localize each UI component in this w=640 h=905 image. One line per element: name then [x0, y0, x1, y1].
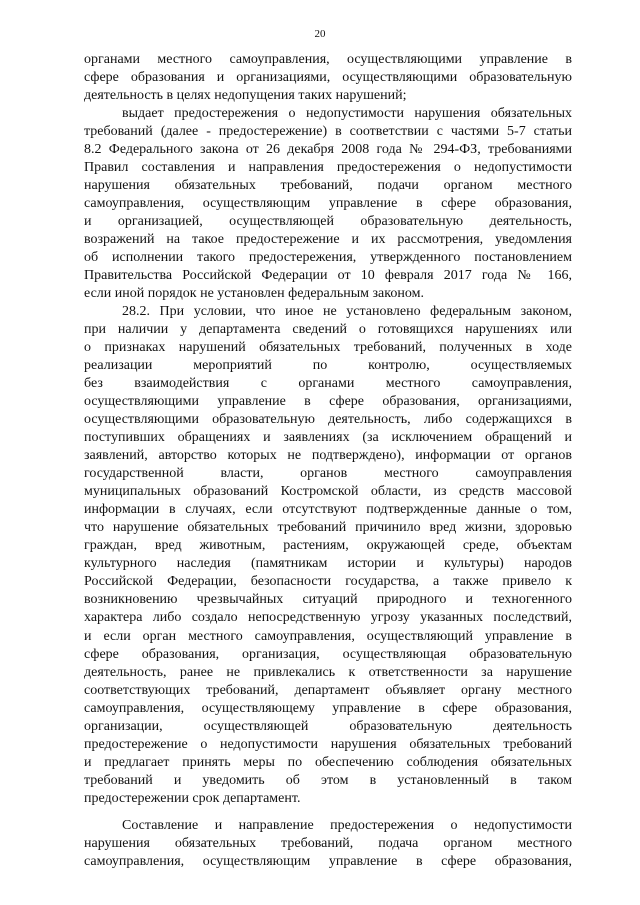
text-line: и если орган местного самоуправления, осуществляющий управление в — [84, 628, 572, 644]
text-line: нарушения обязательных требований, подача органом местного — [84, 835, 572, 851]
text-line: требований (далее - предостережение) в соответствии с частями 5-7 статьи — [84, 124, 572, 140]
paragraph — [84, 105, 572, 303]
text-line: при наличии у департамента сведений о готовящихся нарушениях или — [84, 322, 572, 338]
text-line: сфере образования и организациями, осуществляющими образовательную — [84, 70, 572, 86]
page-number: 20 — [314, 28, 326, 40]
text-line: осуществляющими управление в сфере образования, организациями, — [84, 394, 572, 410]
text-line: сфере образования, организация, осуществляющая образовательную — [84, 646, 572, 662]
paragraph — [84, 303, 572, 807]
text-line: соответствующих требований, департамент объявляет органу местного — [84, 682, 572, 698]
text-line: граждан, вред животным, растениям, окружающей среде, объектам — [84, 538, 572, 554]
paragraph — [84, 51, 572, 105]
text-line: и организацией, осуществляющей образовательную деятельность, — [84, 214, 572, 230]
text-line: деятельность, ранее не привлекались к ответственности за нарушение — [84, 664, 572, 680]
text-line: поступивших обращениях и заявлениях (за исключением обращений и — [84, 430, 572, 446]
text-line: самоуправления, осуществляющим управление в сфере образования, — [84, 196, 572, 212]
text-line: организации, осуществляющей образовательную деятельность — [84, 718, 572, 734]
text-line: возражений на такое предостережение и их рассмотрения, уведомления — [84, 232, 572, 248]
text-line: без взаимодействия с органами местного самоуправления, — [84, 376, 572, 392]
text-line: предостережение о недопустимости нарушения обязательных требований — [84, 736, 572, 752]
text-line: 28.2. При условии, что иное не установлено федеральным законом, — [122, 304, 572, 320]
text-line: об исполнении такого предостережения, утвержденного постановлением — [84, 250, 572, 266]
text-line: информации в случаях, если отсутствуют подтвержденные данные о том, — [84, 502, 572, 518]
text-line: муниципальных образований Костромской области, из средств массовой — [84, 484, 572, 500]
text-line: органами местного самоуправления, осуществляющими управление в — [84, 52, 572, 67]
text-line: нарушения обязательных требований, подачи органом местного — [84, 178, 572, 194]
text-line: 8.2 Федерального закона от 26 декабря 2008 года № 294-ФЗ, требованиями — [84, 142, 572, 158]
text-line: осуществляющими образовательную деятельность, либо содержащихся в — [84, 412, 572, 428]
text-line: выдает предостережения о недопустимости нарушения обязательных — [122, 106, 572, 122]
paragraph-spacer — [84, 808, 572, 817]
text-line: государственной власти, органов местного самоуправления — [84, 466, 572, 482]
text-line: характера либо создало непосредственную угрозу указанных последствий, — [84, 610, 572, 626]
text-line: требований и уведомить об этом в установленный в таком — [84, 772, 572, 788]
text-line: деятельность в целях недопущения таких нарушений; — [84, 88, 407, 104]
text-line: о признаках нарушений обязательных требований, полученных в ходе — [84, 340, 572, 356]
text-line: что нарушение обязательных требований причинило вред жизни, здоровью — [84, 520, 572, 536]
text-line: Российской Федерации, безопасности государства, а также привело к — [84, 574, 572, 590]
text-line: самоуправления, осуществляющему управление в сфере образования, — [84, 700, 572, 716]
text-line: возникновению чрезвычайных ситуаций природного и техногенного — [84, 592, 572, 608]
text-line: реализации мероприятий по контролю, осуществляемых — [84, 358, 572, 374]
document-body — [84, 51, 572, 871]
text-line: если иной порядок не установлен федеральным законом. — [84, 286, 424, 302]
text-line: культурного наследия (памятникам истории и культуры) народов — [84, 556, 572, 572]
text-line: Правил составления и направления предостережения о недопустимости — [84, 160, 572, 176]
text-line: предостережении срок департамент. — [84, 790, 301, 806]
text-line: и предлагает принять меры по обеспечению соблюдения обязательных — [84, 754, 572, 770]
text-line: Составление и направление предостережения о недопустимости — [122, 817, 572, 833]
paragraph — [84, 817, 572, 871]
text-line: самоуправления, осуществляющим управление в сфере образования, — [84, 853, 572, 869]
text-line: Правительства Российской Федерации от 10 февраля 2017 года № 166, — [84, 268, 572, 284]
text-line: заявлений, авторство которых не подтверждено), информации от органов — [84, 448, 572, 464]
